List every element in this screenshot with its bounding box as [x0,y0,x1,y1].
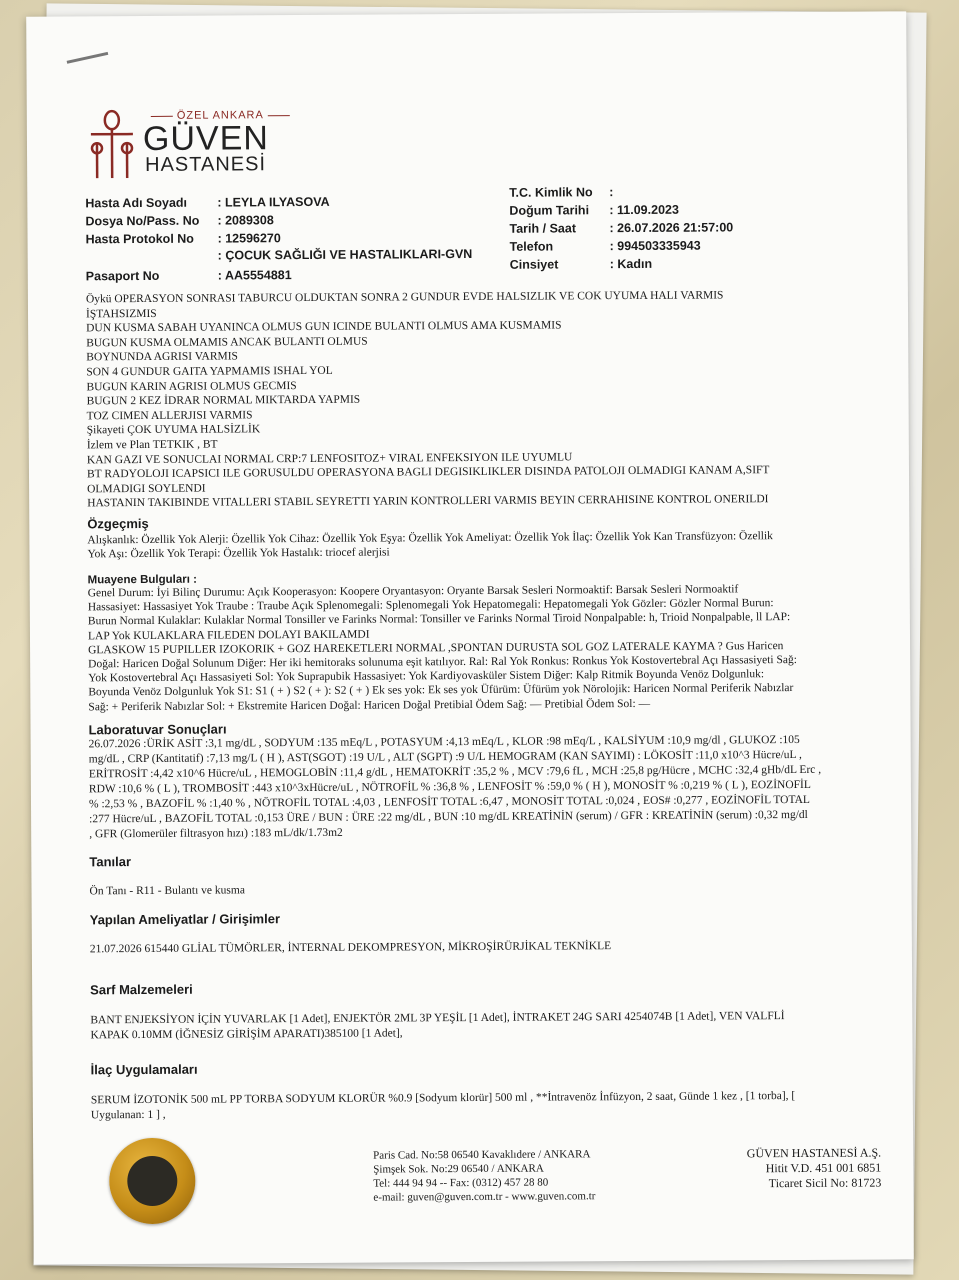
dob-label: Doğum Tarihi [509,203,590,218]
footer-company [741,1145,881,1191]
seal-center [127,1156,177,1206]
department-value: : ÇOCUK SAĞLIĞI VE HASTALIKLARI-GVN [217,246,473,263]
examination-section [88,570,879,715]
ankh-logo-icon [85,108,139,178]
document-page [26,11,914,1264]
history-line: DUN KUSMA SABAH UYANINCA OLMUS GUN ICINDE BULANTI OLMUS AMA KUSMAMIS [86,319,562,335]
gender-value: : Kadın [609,256,653,272]
patient-name-value: : LEYLA ILYASOVA [217,194,330,210]
medication-line-1: SERUM İZOTONİK 500 mL PP TORBA SODYUM KLORÜR %0.9 [Sodyum klorür] 500 ml , **İntravenöz İnfüzyon, 2 saat, Günde 1 kez , [1 torba], [ [90,1090,796,1107]
quality-seal-icon [109,1138,196,1225]
tc-row [509,185,614,200]
passport-label: Pasaport No [85,268,160,284]
supplies-title: Sarf Malzemeleri [90,981,193,998]
ozgecmis-section [87,512,877,562]
diagnosis-title: Tanılar [89,854,132,870]
surgery-title: Yapılan Ameliyatlar / Girişimler [89,911,281,928]
medication-line-2: Uygulanan: 1 ] , [90,1108,166,1122]
diagnosis-section [89,850,879,898]
lab-line: RDW :10,6 % ( L ), TROMBOSİT :443 x10^3xHücre/uL , NÖTROFİL % :36,8 % , LENFOSİT % :59,0 % ( H ), MONOSİT % :0,219 % ( L ), EOZİNOFİL [88,778,811,796]
date-row [509,220,734,236]
examination-line: Sağ: + Periferik Nabızlar Sol: + Ekstremite Haricen Doğal: Haricen Doğal Pretibial Ödem Sağ: — Pretibial Ödem Sol: — [88,697,651,713]
logo-subtitle: HASTANESİ [145,153,267,176]
protocol-row [85,231,281,247]
history-line: Öykü OPERASYON SONRASI TABURCU OLDUKTAN SONRA 2 GUNDUR EVDE HALSIZLIK VE COK UYUMA HALI VARMIS [85,289,724,306]
patient-name-row [85,194,330,211]
history-section [86,288,877,512]
company-name: GÜVEN HASTANESİ A.Ş. [746,1145,882,1161]
examination-line: Yok Kostovertebral Açı Hassasiyeti Sol: Yok Suprapubik Hassasiyet: Yok Kardiyovasküler Sistem Diğer: Kalp Ritmik Boyunda Venöz Dolgunluk: [88,668,765,685]
hospital-logo [85,107,315,178]
tax-office: Hitit V.D. 451 001 6851 [765,1160,882,1176]
history-line: İŞTAHSIZMIS [85,307,157,320]
examination-line: Hassasiyet: Hassasiyet Yok Traube : Traube Açık Splenomegali: Splenomegali Yok Hepatomegali: Hepatomegali Yok Gözler: Gözler Normal Burun: [87,597,774,614]
supplies-section [90,978,880,1044]
history-line: TOZ CIMEN ALLERJISI VARMIS [86,409,253,423]
protocol-label: Hasta Protokol No [85,231,194,247]
file-no-row [85,213,274,229]
gender-row [509,256,653,272]
history-line: İzlem ve Plan TETKIK , BT [86,438,218,452]
diagnosis-text: Ön Tanı - R11 - Bulantı ve kusma [89,884,245,898]
examination-line: GLASKOW 15 PUPILLER IZOKORIK + GOZ HAREKETLERI NORMAL ,SPONTAN DURUSTA SOL GOZ LATERALE KAYMA ? Gus Haricen [88,639,784,657]
history-line: BT RADYOLOJI ICAPSICI ILE GORUSULDU OPERASYONA BAGLI DEGISIKLIKLER DISINDA PATOLOJI OLMADIGI KANAM A,SIFT [86,464,770,481]
protocol-value: : 12596270 [217,231,281,246]
examination-line: Doğal: Haricen Doğal Solunum Diğer: Her iki hemitoraks solunuma eşit katılıyor. Ral: Ral Yok Ronkus: Ronkus Yok Kostovertebral Açı Hassasiyeti Sağ: [88,654,797,671]
file-no-label: Dosya No/Pass. No [85,213,200,229]
phone-row [509,238,701,254]
passport-value: : AA5554881 [217,268,292,283]
lab-section [89,718,880,843]
lab-line: , GFR (Glomerüler filtrasyon hızı) :183 mL/dk/1.73m2 [89,826,343,841]
tc-value: : [609,185,614,200]
phone-value: : 994503335943 [609,238,701,254]
history-line: BUGUN KUSMA OLMAMIS ANCAK BULANTI OLMUS [86,335,368,350]
footer-address-1: Paris Cad. No:58 06540 Kavaklıdere / ANKARA [373,1148,591,1162]
logo-top-text: ÖZEL ANKARA [147,109,294,122]
staple [67,52,109,64]
date-value: : 26.07.2026 21:57:00 [609,220,734,236]
tc-label: T.C. Kimlik No [509,185,593,200]
history-line: SON 4 GUNDUR GAITA YAPMAMIS ISHAL YOL [86,364,333,379]
examination-title: Muayene Bulguları : [87,573,197,587]
patient-name-label: Hasta Adı Soyadı [85,195,188,211]
ozgecmis-text-1: Alışkanlık: Özellik Yok Alerji: Özellik Yok Cihaz: Özellik Yok Eşya: Özellik Yok Ameliyat: Özellik Yok İlaç: Özellik Yok Kan Transfüzyon: Özellik [87,530,773,547]
supplies-line-2: KAPAK 0.10MM (İĞNESİZ GİRİŞİM APARATI)385100 [1 Adet], [90,1027,403,1042]
footer-address-2: Şimşek Sok. No:29 06540 / ANKARA [373,1162,544,1176]
footer-address [373,1147,595,1204]
history-line: OLMADIGI SOYLENDI [87,482,206,496]
footer-phone: Tel: 444 94 94 -- Fax: (0312) 457 28 80 [373,1176,549,1190]
lab-line: :277 Hücre/uL , BAZOFİL TOTAL :0,153 ÜRE / BUN : ÜRE :22 mg/dL , BUN :10 mg/dL KREATİNİN (serum) / GFR : KREATİNİN (serum) :0,32 mg/dl [89,808,808,826]
examination-line: Genel Durum: İyi Bilinç Durumu: Açık Kooperasyon: Koopere Oryantasyon: Oryante Barsak Sesleri Normoaktif: Barsak Sesleri Normoaktif [87,583,739,600]
dob-value: : 11.09.2023 [609,202,679,218]
ozgecmis-text-2: Yok Aşı: Özellik Yok Terapi: Özellik Yok Hastalık: triocef alerjisi [87,546,390,561]
date-label: Tarih / Saat [509,221,577,236]
history-line: KAN GAZI VE SONUCLAI NORMAL CRP:7 LENFOSITOZ+ VIRAL ENFEKSIYON ILE UYUMLU [86,450,573,466]
lab-line: % :2,53 % , BAZOFİL % :1,40 % , NÖTROFİL TOTAL :4,03 , LENFOSİT TOTAL :6,47 , MONOSİT TOTAL :0,024 , EOS# :0,277 , EOZİNOFİL TOTAL [88,793,810,811]
history-line: HASTANIN TAKIBINDE VITALLERI STABIL SEYRETTI YARIN KONTROLLERI VARMIS BEYIN CERRAHISINE KONTROL ONERILDI [87,493,769,510]
ozgecmis-title: Özgeçmiş [87,515,149,532]
gender-label: Cinsiyet [509,257,559,272]
examination-line: Boyunda Venöz Dolgunluk Yok S1: S1 ( + ) S2 ( + ): S2 ( + ) Ek ses yok: Ek ses yok Üfürüm: Üfürüm yok Nörolojik: Haricen Normal Periferik Nabızlar [88,682,794,699]
logo-name: GÜVEN [142,119,269,158]
history-line: BUGUN 2 KEZ İDRAR NORMAL MIKTARDA YAPMIS [86,393,361,408]
footer-contact: e-mail: guven@guven.com.tr - www.guven.com.tr [373,1190,596,1204]
supplies-line-1: BANT ENJEKSİYON İÇİN YUVARLAK [1 Adet], ENJEKTÖR 2ML 3P YEŞİL [1 Adet], İNTRAKET 24G SARI 4254074B [1 Adet], VEN VALFLİ [90,1010,785,1027]
medication-section [91,1057,881,1123]
file-no-value: : 2089308 [217,213,274,228]
surgery-text: 21.07.2026 615440 GLİAL TÜMÖRLER, İNTERNAL DEKOMPRESYON, MİKROŞİRÜRJİKAL TEKNİKLE [89,940,612,956]
history-line: BOYNUNDA AGRISI VARMIS [86,350,238,364]
examination-line: Burun Normal Kulaklar: Kulaklar Normal Tonsiller ve Farinks Normal: Tonsiller ve Farinks Normal Tiroid Nonpalpable: h, Trioid Nonpalpable, ll LAP: [87,611,791,628]
surgery-section [90,908,880,956]
lab-title: Laboratuvar Sonuçları [88,721,227,738]
history-line: Şikayeti ÇOK UYUMA HALSİZLİK [86,423,261,437]
lab-line: mg/dL , CRP (Kantitatif) :7,13 mg/L ( H ), AST(SGOT) :19 U/L , ALT (SGPT) :9 U/L HEMOGRAM (KAN SAYIMI) : LÖKOSİT :11,0 x10^3 Hücre/uL , [88,748,802,766]
passport-row [85,268,292,284]
history-line: BUGUN KARIN AGRISI OLMUS GECMIS [86,379,297,393]
examination-line: LAP Yok KULAKLARA FILEDEN DOLAYI BAKILAMDI [87,628,370,642]
dob-row [509,202,679,218]
medication-title: İlaç Uygulamaları [90,1061,198,1078]
lab-line: 26.07.2026 :ÜRİK ASİT :3,1 mg/dL , SODYUM :135 mEq/L , POTASYUM :4,13 mEq/L , KLOR :98 mEq/L , KALSİYUM :10,9 mg/dl , GLUKOZ :105 [88,733,800,751]
trade-registry: Ticaret Sicil No: 81723 [768,1175,882,1191]
phone-label: Telefon [509,239,554,254]
lab-line: ERİTROSİT :4,42 x10^6 Hücre/uL , HEMOGLOBİN :11,4 g/dL , HEMATOKRİT :35,2 % , MCV :79,6 fL , MCH :25,8 pg/Hücre , MCHC :32,4 gHb/dL Erc , [88,763,822,781]
